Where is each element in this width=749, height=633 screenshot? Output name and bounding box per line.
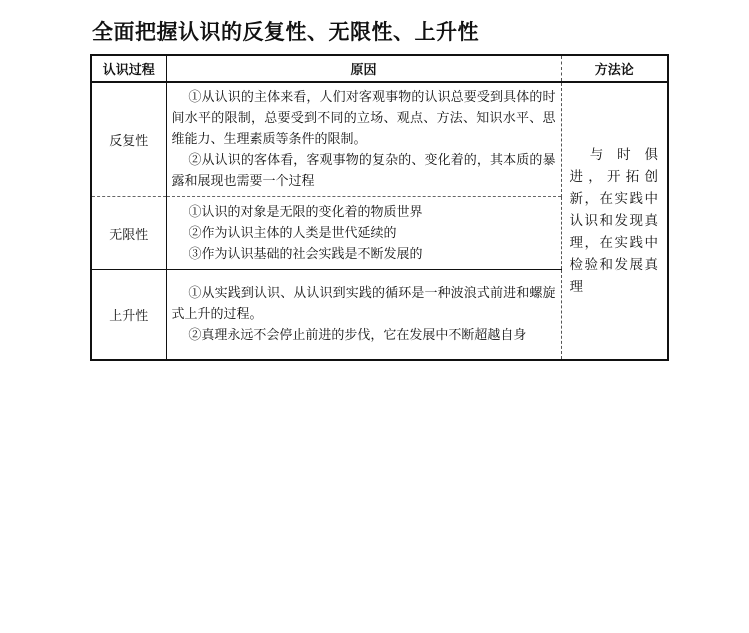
table-row-repetitive [91, 82, 668, 197]
page-title: 全面把握认识的反复性、无限性、上升性 [92, 20, 479, 44]
reason-text: ①认识的对象是无限的变化着的物质世界 [188, 204, 423, 220]
stage-infinite: 无限性 [91, 197, 166, 270]
header-stage: 认识过程 [91, 55, 166, 82]
stage-repetitive: 反复性 [91, 82, 166, 197]
table-header-row [91, 55, 668, 82]
method-text: 与时俱进，开拓创新，在实践中认识和发现真理，在实践中检验和发展真理 [569, 146, 659, 295]
cognition-table [90, 54, 669, 361]
header-reason: 原因 [166, 55, 561, 82]
header-method: 方法论 [561, 55, 668, 82]
reason-text: ①从认识的主体来看，人们对客观事物的认识总要受到具体的时间水平的限制，总要受到不同的立场、观点、方法、知识水平、思维能力、生理素质等条件的限制。 [171, 90, 556, 147]
method-cell [561, 82, 668, 360]
reason-text: ①从实践到认识、从认识到实践的循环是一种波浪式前进和螺旋式上升的过程。 [171, 285, 556, 322]
reason-cell-ascending [166, 270, 561, 360]
reason-text: ②作为认识主体的人类是世代延续的 [188, 225, 397, 241]
reason-text: ②真理永远不会停止前进的步伐，它在发展中不断超越自身 [188, 327, 527, 343]
reason-text: ③作为认识基础的社会实践是不断发展的 [188, 246, 423, 262]
reason-cell-repetitive [166, 82, 561, 197]
reason-cell-infinite [166, 197, 561, 270]
reason-text: ②从认识的客体看，客观事物的复杂的、变化着的，其本质的暴露和展现也需要一个过程 [171, 153, 556, 189]
stage-ascending: 上升性 [91, 270, 166, 360]
